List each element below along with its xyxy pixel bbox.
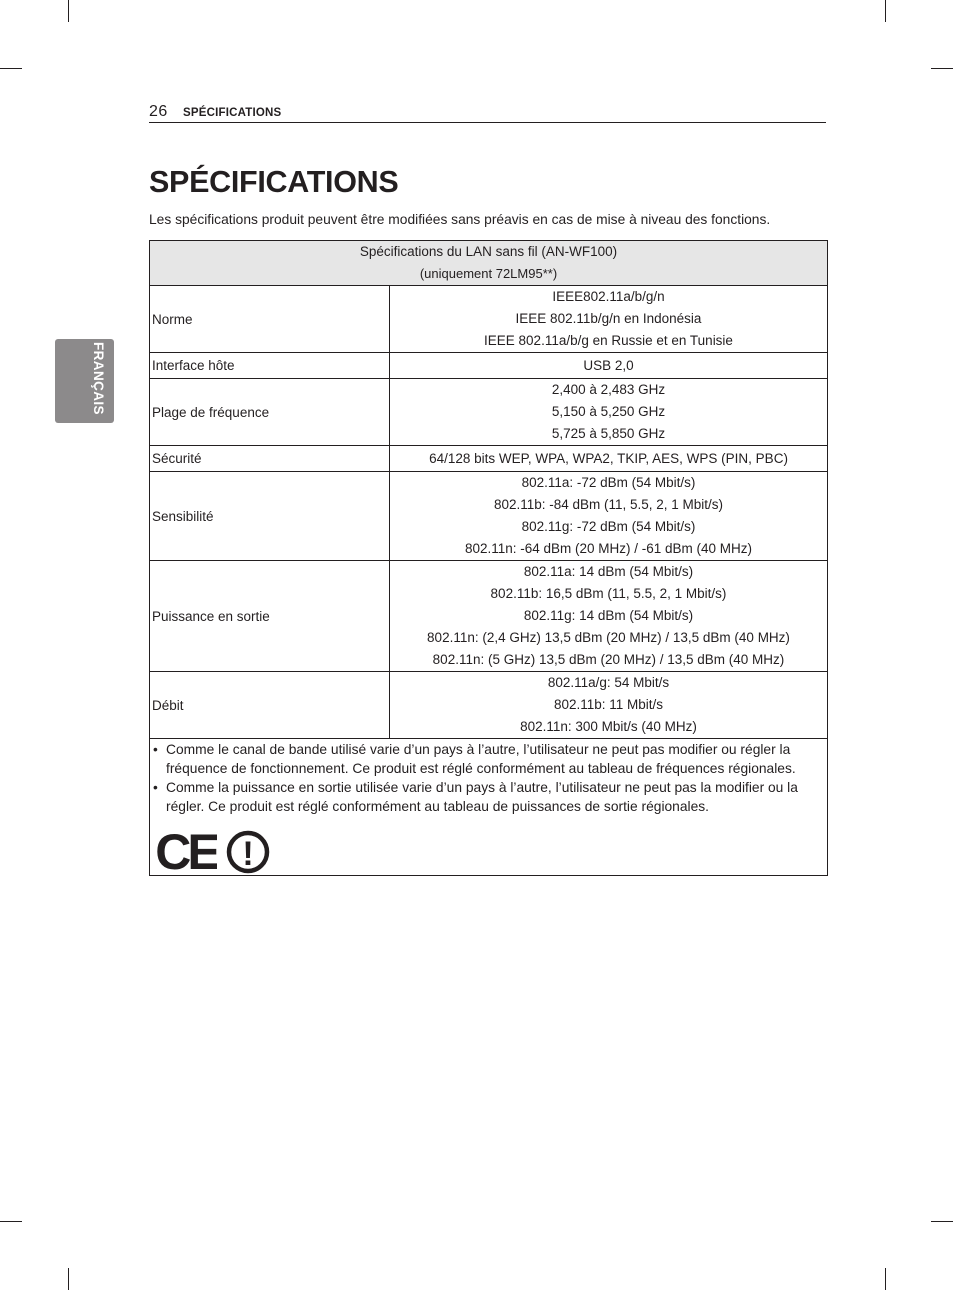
running-title: SPÉCIFICATIONS [183, 107, 282, 119]
spec-value-line: 802.11n: (5 GHz) 13,5 dBm (20 MHz) / 13,5 dBm (40 MHz) [432, 652, 785, 667]
intro-text: Les spécifications produit peuvent être modifiées sans préavis en cas de mise à niveau des fonctions. [149, 212, 771, 227]
alert-mark-text: ! [242, 835, 254, 873]
spec-row [150, 472, 828, 561]
page-number: 26 [149, 103, 168, 120]
spec-value-line: 802.11g: -72 dBm (54 Mbit/s) [521, 519, 696, 534]
spec-value [390, 446, 828, 472]
crop-mark [68, 0, 69, 22]
ce-mark-text: CE [155, 829, 217, 875]
crop-mark [931, 68, 953, 69]
spec-value-line: IEEE 802.11b/g/n en Indonésia [515, 311, 702, 326]
spec-row [150, 672, 828, 739]
spec-value-line: 5,150 à 5,250 GHz [551, 404, 666, 419]
spec-label: Débit [150, 672, 390, 739]
crop-mark [0, 68, 22, 69]
alert-mark-icon [225, 829, 271, 875]
spec-value [390, 286, 828, 353]
spec-table-body [150, 286, 828, 739]
spec-value [390, 472, 828, 561]
bullet-icon: • [153, 780, 158, 795]
note-item [150, 778, 827, 816]
spec-table-heading-line: (uniquement 72LM95**) [419, 266, 558, 281]
spec-label: Interface hôte [150, 353, 390, 379]
spec-label: Sensibilité [150, 472, 390, 561]
spec-label: Norme [150, 286, 390, 353]
crop-mark [0, 1221, 22, 1222]
language-tab-label: FRANÇAIS [91, 342, 106, 415]
spec-value-line: 802.11b: 16,5 dBm (11, 5.5, 2, 1 Mbit/s) [490, 586, 727, 601]
spec-table-heading-line: Spécifications du LAN sans fil (AN-WF100) [359, 244, 618, 259]
spec-row [150, 561, 828, 672]
spec-value [390, 353, 828, 379]
bullet-icon: • [153, 742, 158, 757]
spec-value-line: USB 2,0 [583, 357, 634, 373]
spec-value-line: 802.11g: 14 dBm (54 Mbit/s) [523, 608, 694, 623]
spec-row [150, 379, 828, 446]
spec-value-line: 64/128 bits WEP, WPA, WPA2, TKIP, AES, WPS (PIN, PBC) [429, 450, 788, 466]
spec-value [390, 561, 828, 672]
spec-label: Sécurité [150, 446, 390, 472]
note-text: Comme la puissance en sortie utilisée varie d’un pays à l’autre, l’utilisateur ne peut pas la modifier ou la régler. Ce produit est réglé conformément au tableau de puissances de sortie régionales. [166, 780, 798, 814]
notes-row [150, 739, 828, 876]
spec-value [390, 672, 828, 739]
spec-value-line: 802.11a/g: 54 Mbit/s [547, 675, 670, 690]
regulatory-marks [155, 829, 827, 875]
spec-row [150, 286, 828, 353]
page-title: SPÉCIFICATIONS [149, 165, 399, 199]
spec-value [390, 379, 828, 446]
running-header [149, 102, 826, 123]
spec-value-line: 802.11n: -64 dBm (20 MHz) / -61 dBm (40 MHz) [464, 541, 753, 556]
crop-mark [68, 1268, 69, 1290]
spec-row [150, 446, 828, 472]
ce-mark-icon [155, 829, 217, 875]
spec-row [150, 353, 828, 379]
crop-mark [885, 0, 886, 22]
crop-mark [931, 1221, 953, 1222]
note-item [150, 740, 827, 778]
spec-value-line: IEEE802.11a/b/g/n [552, 289, 665, 304]
notes-cell [150, 739, 828, 876]
spec-table [149, 240, 828, 876]
spec-value-line: 2,400 à 2,483 GHz [551, 382, 666, 397]
spec-value-line: 802.11a: -72 dBm (54 Mbit/s) [521, 475, 696, 490]
spec-value-line: 802.11a: 14 dBm (54 Mbit/s) [523, 564, 694, 579]
spec-table-heading-row [150, 241, 828, 286]
note-text: Comme le canal de bande utilisé varie d’un pays à l’autre, l’utilisateur ne peut pas modifier ou régler la fréquence de fonctionnement. Ce produit est réglé conformément au tableau de fréquences régionales. [166, 742, 796, 776]
spec-value-line: 5,725 à 5,850 GHz [551, 426, 666, 441]
spec-value-line: IEEE 802.11a/b/g en Russie et en Tunisie [484, 333, 733, 348]
spec-label: Puissance en sortie [150, 561, 390, 672]
spec-table-heading [150, 241, 828, 286]
spec-value-line: 802.11n: 300 Mbit/s (40 MHz) [520, 719, 697, 734]
notes-list [150, 740, 827, 816]
spec-value-line: 802.11b: -84 dBm (11, 5.5, 2, 1 Mbit/s) [493, 497, 724, 512]
spec-value-line: 802.11n: (2,4 GHz) 13,5 dBm (20 MHz) / 13,5 dBm (40 MHz) [427, 630, 790, 645]
crop-mark [885, 1268, 886, 1290]
spec-label: Plage de fréquence [150, 379, 390, 446]
spec-value-line: 802.11b: 11 Mbit/s [553, 697, 664, 712]
